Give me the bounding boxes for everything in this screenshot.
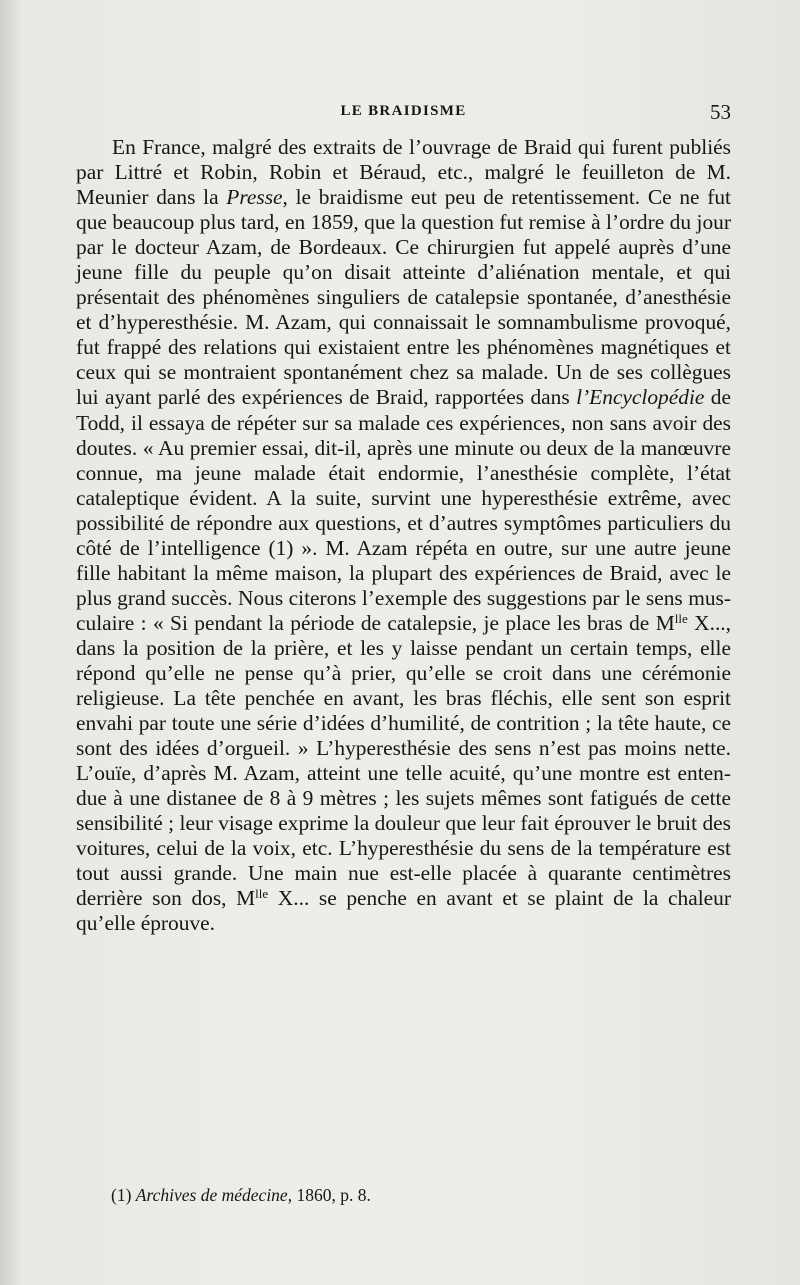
footnote-source-title: Archives de médecine xyxy=(135,1185,288,1205)
paragraph-text-part-1: En France, malgré des extraits de l’ouvrage de Braid qui furent publiés par Littré et Robin, Robin et Béraud, etc., malgré le feuilleton de M. Meunier dans la xyxy=(76,135,731,210)
paragraph-text-part-3: de Todd, il essaya de répéter sur sa malade ces expériences, non sans avoir des doutes. « Au premier essai, dit-il, après une minute ou deux de la manœuvre connue, ma jeune malade était endormie, l’anesthésie complète, l’état cataleptique évident. A la suite, survint une hyperesthésie extrême, avec possibilité de répondre aux questions, et d’autres symptômes particuliers du côté de l’intelligence (1) ». M. Azam répéta en outre, sur une autre jeune fille habitant la même maison, la plupart des expériences de Braid, avec le plus grand succès. Nous citerons l’exemple des suggestions par le sens musculaire : « Si pendant la période de catalepsie, je place les bras de M xyxy=(76,385,731,635)
mademoiselle-superscript-2: lle xyxy=(255,886,269,902)
page-gutter-shadow xyxy=(0,0,22,1285)
newspaper-title-presse: Presse xyxy=(226,185,283,210)
running-title: LE BRAIDISME xyxy=(340,103,467,119)
page-number: 53 xyxy=(710,100,731,124)
running-head xyxy=(76,100,731,130)
footnote xyxy=(111,1184,731,1206)
paragraph-text-part-5: X... se penche en avant et se plaint de la chaleur qu’elle éprouve. xyxy=(76,886,731,936)
footnote-marker: (1) xyxy=(111,1185,136,1205)
footnote-details: , 1860, p. 8. xyxy=(287,1185,371,1205)
paragraph-text-part-4: X..., dans la position de la prière, et les y laisse pendant un certain temps, elle répond qu’elle ne pense qu’à prier, qu’elle se croit dans une cérémonie religieuse. La tête penchée en avant, les bras fléchis, elle sent son esprit envahi par toute une série d’idées d’humilité, de contrition ; la tête haute, ce sont des idées d’orgueil. » L’hyperesthésie des sens n’est pas moins nette. L’ouïe, d’après M. Azam, atteint une telle acuité, qu’une montre est entendue à une distanee de 8 à 9 mètres ; les sujets mêmes sont fatigués de cette sensibilité ; leur visage exprime la douleur que leur fait éprouver le bruit des voitures, celui de la voix, etc. L’hyperesthésie du sens de la température est tout aussi grande. Une main nue est-elle placée à quarante centimètres derrière son dos, M xyxy=(76,610,731,911)
main-paragraph xyxy=(76,135,731,937)
encyclopedia-title: l’Encyclopédie xyxy=(576,385,705,410)
paragraph-text-part-2: , le braidisme eut peu de retentissement. Ce ne fut que beaucoup plus tard, en 1859, que la question fut remise à l’ordre du jour par le docteur Azam, de Bordeaux. Ce chirurgien fut appelé auprès d’une jeune fille du peuple qu’on disait atteinte d’aliénation mentale, et qui présentait des phénomènes singuliers de catalepsie spontanée, d’anesthésie et d’hyperesthésie. M. Azam, qui connaissait le somnambulisme provoqué, fut frappé des relations qui existaient entre les phénomènes magnétiques et ceux qui se montraient spontanément chez sa malade. Un de ses collègues lui ayant parlé des expériences de Braid, rapportées dans xyxy=(76,185,731,410)
mademoiselle-superscript-1: lle xyxy=(674,610,688,626)
